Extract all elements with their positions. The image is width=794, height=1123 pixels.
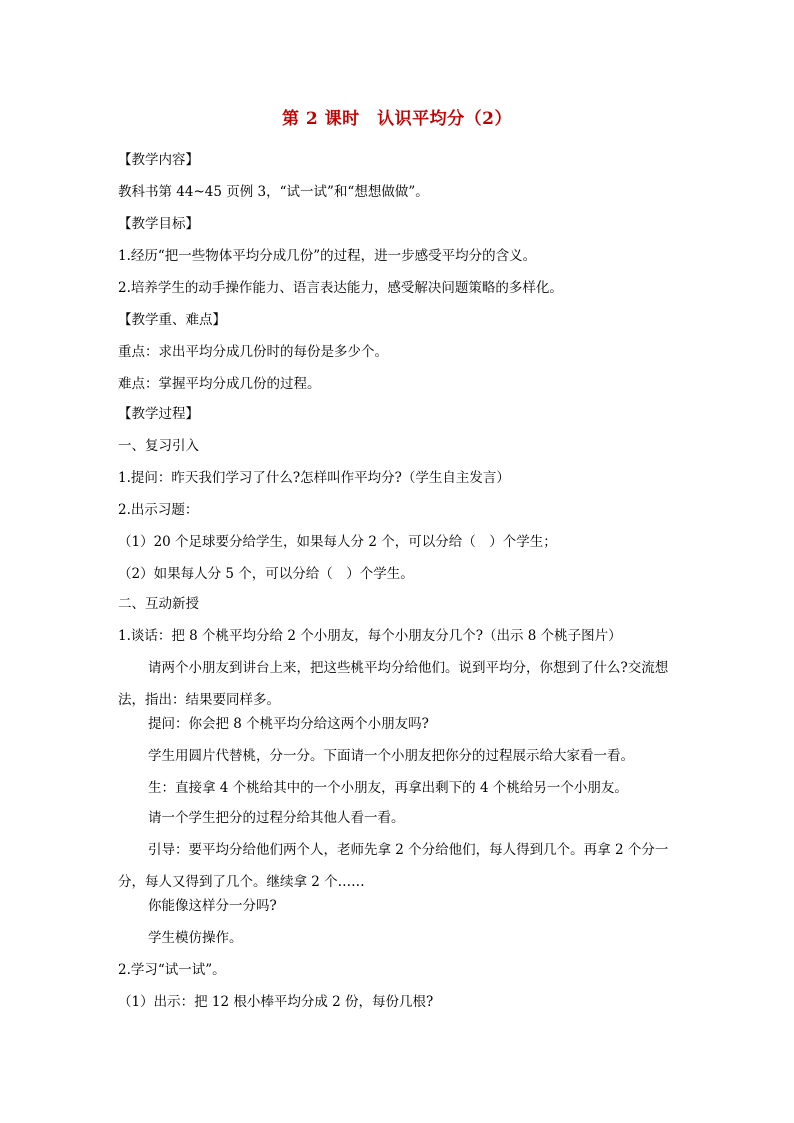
content-text: 教科书第 44~45 页例 3，“试一试”和“想想做做”。: [118, 184, 429, 200]
part2-paragraph-1: 请两个小朋友到讲台上来，把这些桃平均分给他们。说到平均分，你想到了什么?交流想法，指出：结果要同样多。: [118, 660, 669, 708]
section-heading-content: 【教学内容】: [118, 152, 199, 168]
section-heading-process: 【教学过程】: [118, 406, 199, 422]
part2-paragraph-4: 生：直接拿 4 个桃给其中的一个小朋友，再拿出剩下的 4 个桃给另一个小朋友。: [148, 780, 628, 796]
part2-paragraph-6: 引导：要平均分给他们两个人，老师先拿 2 个分给他们，每人得到几个。再拿 2 个分一分，每人又得到了几个。继续拿 2 个……: [118, 842, 669, 890]
key-point: 重点：求出平均分成几份时的每份是多少个。: [118, 344, 388, 360]
part2-paragraph-2: 提问：你会把 8 个桃平均分给这两个小朋友吗?: [148, 716, 429, 732]
section-heading-keypoints: 【教学重、难点】: [118, 312, 226, 328]
part1-item-2: 2.出示习题：: [118, 502, 199, 518]
goal-item-1: 1.经历“把一些物体平均分成几份”的过程，进一步感受平均分的含义。: [118, 248, 537, 264]
part-heading-1: 一、复习引入: [118, 438, 199, 454]
part-heading-2: 二、互动新授: [118, 596, 199, 612]
goal-item-2: 2.培养学生的动手操作能力、语言表达能力，感受解决问题策略的多样化。: [118, 280, 563, 296]
part2-paragraph-3: 学生用圆片代替桃，分一分。下面请一个小朋友把你分的过程展示给大家看一看。: [148, 748, 634, 764]
page-title: 第 2 课时 认识平均分（2）: [282, 109, 512, 129]
section-heading-goals: 【教学目标】: [118, 216, 199, 232]
part2-item-2: 2.学习“试一试”。: [118, 962, 226, 978]
part2-question-1: （1）出示：把 12 根小棒平均分成 2 份，每份几根?: [118, 994, 434, 1010]
difficult-point: 难点：掌握平均分成几份的过程。: [118, 376, 321, 392]
part2-item-1: 1.谈话：把 8 个桃平均分给 2 个小朋友，每个小朋友分几个?（出示 8 个桃子图片）: [118, 628, 622, 644]
part2-paragraph-7: 你能像这样分一分吗?: [148, 898, 277, 914]
part1-item-1: 1.提问：昨天我们学习了什么?怎样叫作平均分?（学生自主发言）: [118, 470, 510, 486]
part1-question-2: （2）如果每人分 5 个，可以分给（ ）个学生。: [118, 566, 414, 582]
part2-paragraph-8: 学生模仿操作。: [148, 930, 243, 946]
part1-question-1: （1）20 个足球要分给学生，如果每人分 2 个，可以分给（ ）个学生；: [118, 534, 557, 550]
part2-paragraph-5: 请一个学生把分的过程分给其他人看一看。: [148, 810, 405, 826]
